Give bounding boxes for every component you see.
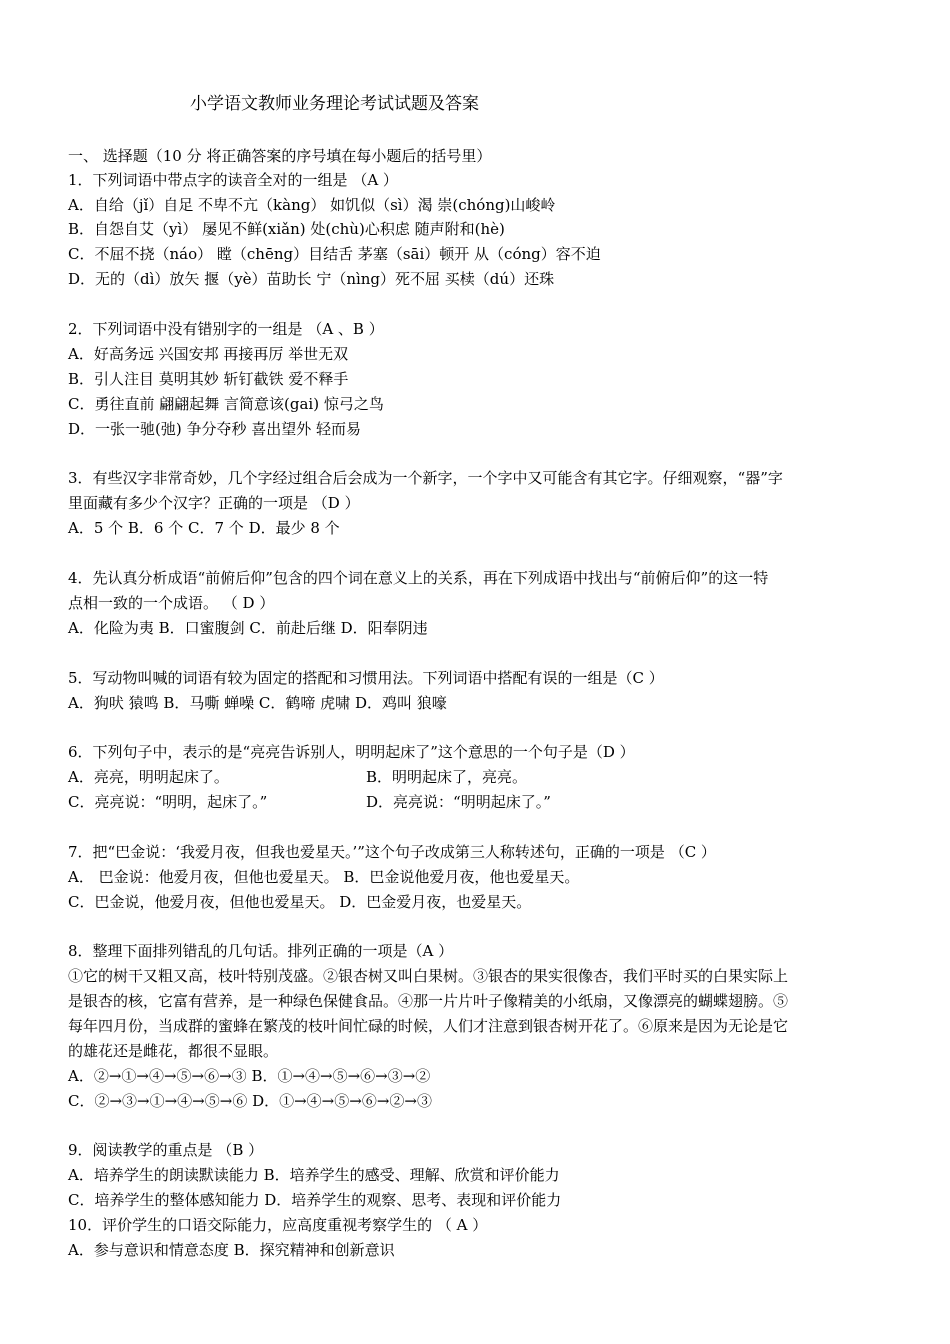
question-3-options: A．5 个 B．6 个 C．7 个 D．最少 8 个 [68,519,340,537]
question-3-stem-line2: 里面藏有多少个汉字？正确的一项是 （D ） [68,494,360,512]
question-10-stem: 10．评价学生的口语交际能力，应高度重视考察学生的 （ A ） [68,1216,488,1234]
question-2-option-b: B．引人注目 莫明其妙 斩钉截铁 爱不释手 [68,370,349,388]
question-5-options: A．狗吠 猿鸣 B．马嘶 蝉噪 C．鹤啼 虎啸 D．鸡叫 狼嚎 [68,694,447,712]
question-1-option-d: D．无的（dì）放矢 揠（yè）苗助长 宁（nìng）死不屈 买椟（dú）还珠 [68,270,555,288]
question-1-stem: 1．下列词语中带点字的读音全对的一组是 （A ） [68,171,398,189]
question-1-option-b: B．自怨自艾（yì） 屡见不鲜(xiǎn) 处(chù)心积虑 随声附和(hè) [68,220,505,238]
question-6-option-b: B．明明起床了，亮亮。 [366,768,528,786]
question-7-options-cd: C．巴金说，他爱月夜，但他也爱星天。 D．巴金爱月夜，也爱星天。 [68,893,532,911]
question-8-options-ab: A．②→①→④→⑤→⑥→③ B．①→④→⑤→⑥→③→② [68,1067,431,1085]
question-2-option-c: C．勇往直前 翩翩起舞 言简意该(gai) 惊弓之鸟 [68,395,384,413]
question-4-options: A．化险为夷 B．口蜜腹剑 C．前赴后继 D．阳奉阴违 [68,619,428,637]
question-9-stem: 9．阅读教学的重点是 （B ） [68,1141,264,1159]
question-2-option-d: D．一张一驰(弛) 争分夺秒 喜出望外 轻而易 [68,420,362,438]
question-8-passage-line3: 每年四月份，当成群的蜜蜂在繁茂的枝叶间忙碌的时候，人们才注意到银杏树开花了。⑥原来是因为无论是它 [68,1017,789,1035]
question-9-options-ab: A．培养学生的朗读默读能力 B．培养学生的感受、理解、欣赏和评价能力 [68,1166,560,1184]
question-8-passage-line2: 是银杏的核，它富有营养，是一种绿色保健食品。④那一片片叶子像精美的小纸扇，又像漂亮的蝴蝶翅膀。⑤ [68,992,789,1010]
question-5-stem: 5．写动物叫喊的词语有较为固定的搭配和习惯用法。下列词语中搭配有误的一组是（C ） [68,669,664,687]
question-7-options-ab: A． 巴金说：他爱月夜，但他也爱星天。 B．巴金说他爱月夜，他也爱星天。 [68,868,580,886]
question-4-stem-line2: 点相一致的一个成语。 （ D ） [68,594,275,612]
question-1-option-a: A．自给（jǐ）自足 不卑不亢（kàng） 如饥似（sì）渴 崇(chóng)山峻岭 [68,196,556,214]
page-title: 小学语文教师业务理论考试试题及答案 [190,94,479,114]
question-8-stem: 8．整理下面排列错乱的几句话。排列正确的一项是（A ） [68,942,454,960]
question-2-option-a: A．好高务远 兴国安邦 再接再厉 举世无双 [68,345,349,363]
question-6-option-a: A．亮亮，明明起床了。 [68,768,229,786]
question-1-option-c: C．不屈不挠（náo） 瞠（chēng）目结舌 茅塞（sāi）顿开 从（cóng）容不迫 [68,245,601,263]
question-7-stem: 7．把“巴金说：‘我爱月夜，但我也爱星天。’”这个句子改成第三人称转述句，正确的一项是 （C ） [68,843,716,861]
question-8-passage-line4: 的雄花还是雌花，都很不显眼。 [68,1042,279,1060]
question-9-options-cd: C．培养学生的整体感知能力 D．培养学生的观察、思考、表现和评价能力 [68,1191,562,1209]
question-4-stem-line1: 4．先认真分析成语“前俯后仰”包含的四个词在意义上的关系，再在下列成语中找出与“前俯后仰”的这一特 [68,569,769,587]
question-6-option-d: D．亮亮说：“明明起床了。” [366,793,551,811]
section-heading: 一、 选择题（10 分 将正确答案的序号填在每小题后的括号里） [68,147,492,165]
question-8-options-cd: C．②→③→①→④→⑤→⑥ D．①→④→⑤→⑥→②→③ [68,1092,432,1110]
question-8-passage-line1: ①它的树干又粗又高，枝叶特别茂盛。②银杏树又叫白果树。③银杏的果实很像杏，我们平时买的白果实际上 [68,967,789,985]
question-6-option-c: C．亮亮说：“明明，起床了。” [68,793,268,811]
question-6-stem: 6．下列句子中，表示的是“亮亮告诉别人，明明起床了”这个意思的一个句子是（D ） [68,743,635,761]
question-10-options-ab: A．参与意识和情意态度 B．探究精神和创新意识 [68,1241,395,1259]
question-2-stem: 2．下列词语中没有错别字的一组是 （A 、B ） [68,320,384,338]
question-3-stem-line1: 3．有些汉字非常奇妙，几个字经过组合后会成为一个新字，一个字中又可能含有其它字。仔细观察，“器”字 [68,469,783,487]
